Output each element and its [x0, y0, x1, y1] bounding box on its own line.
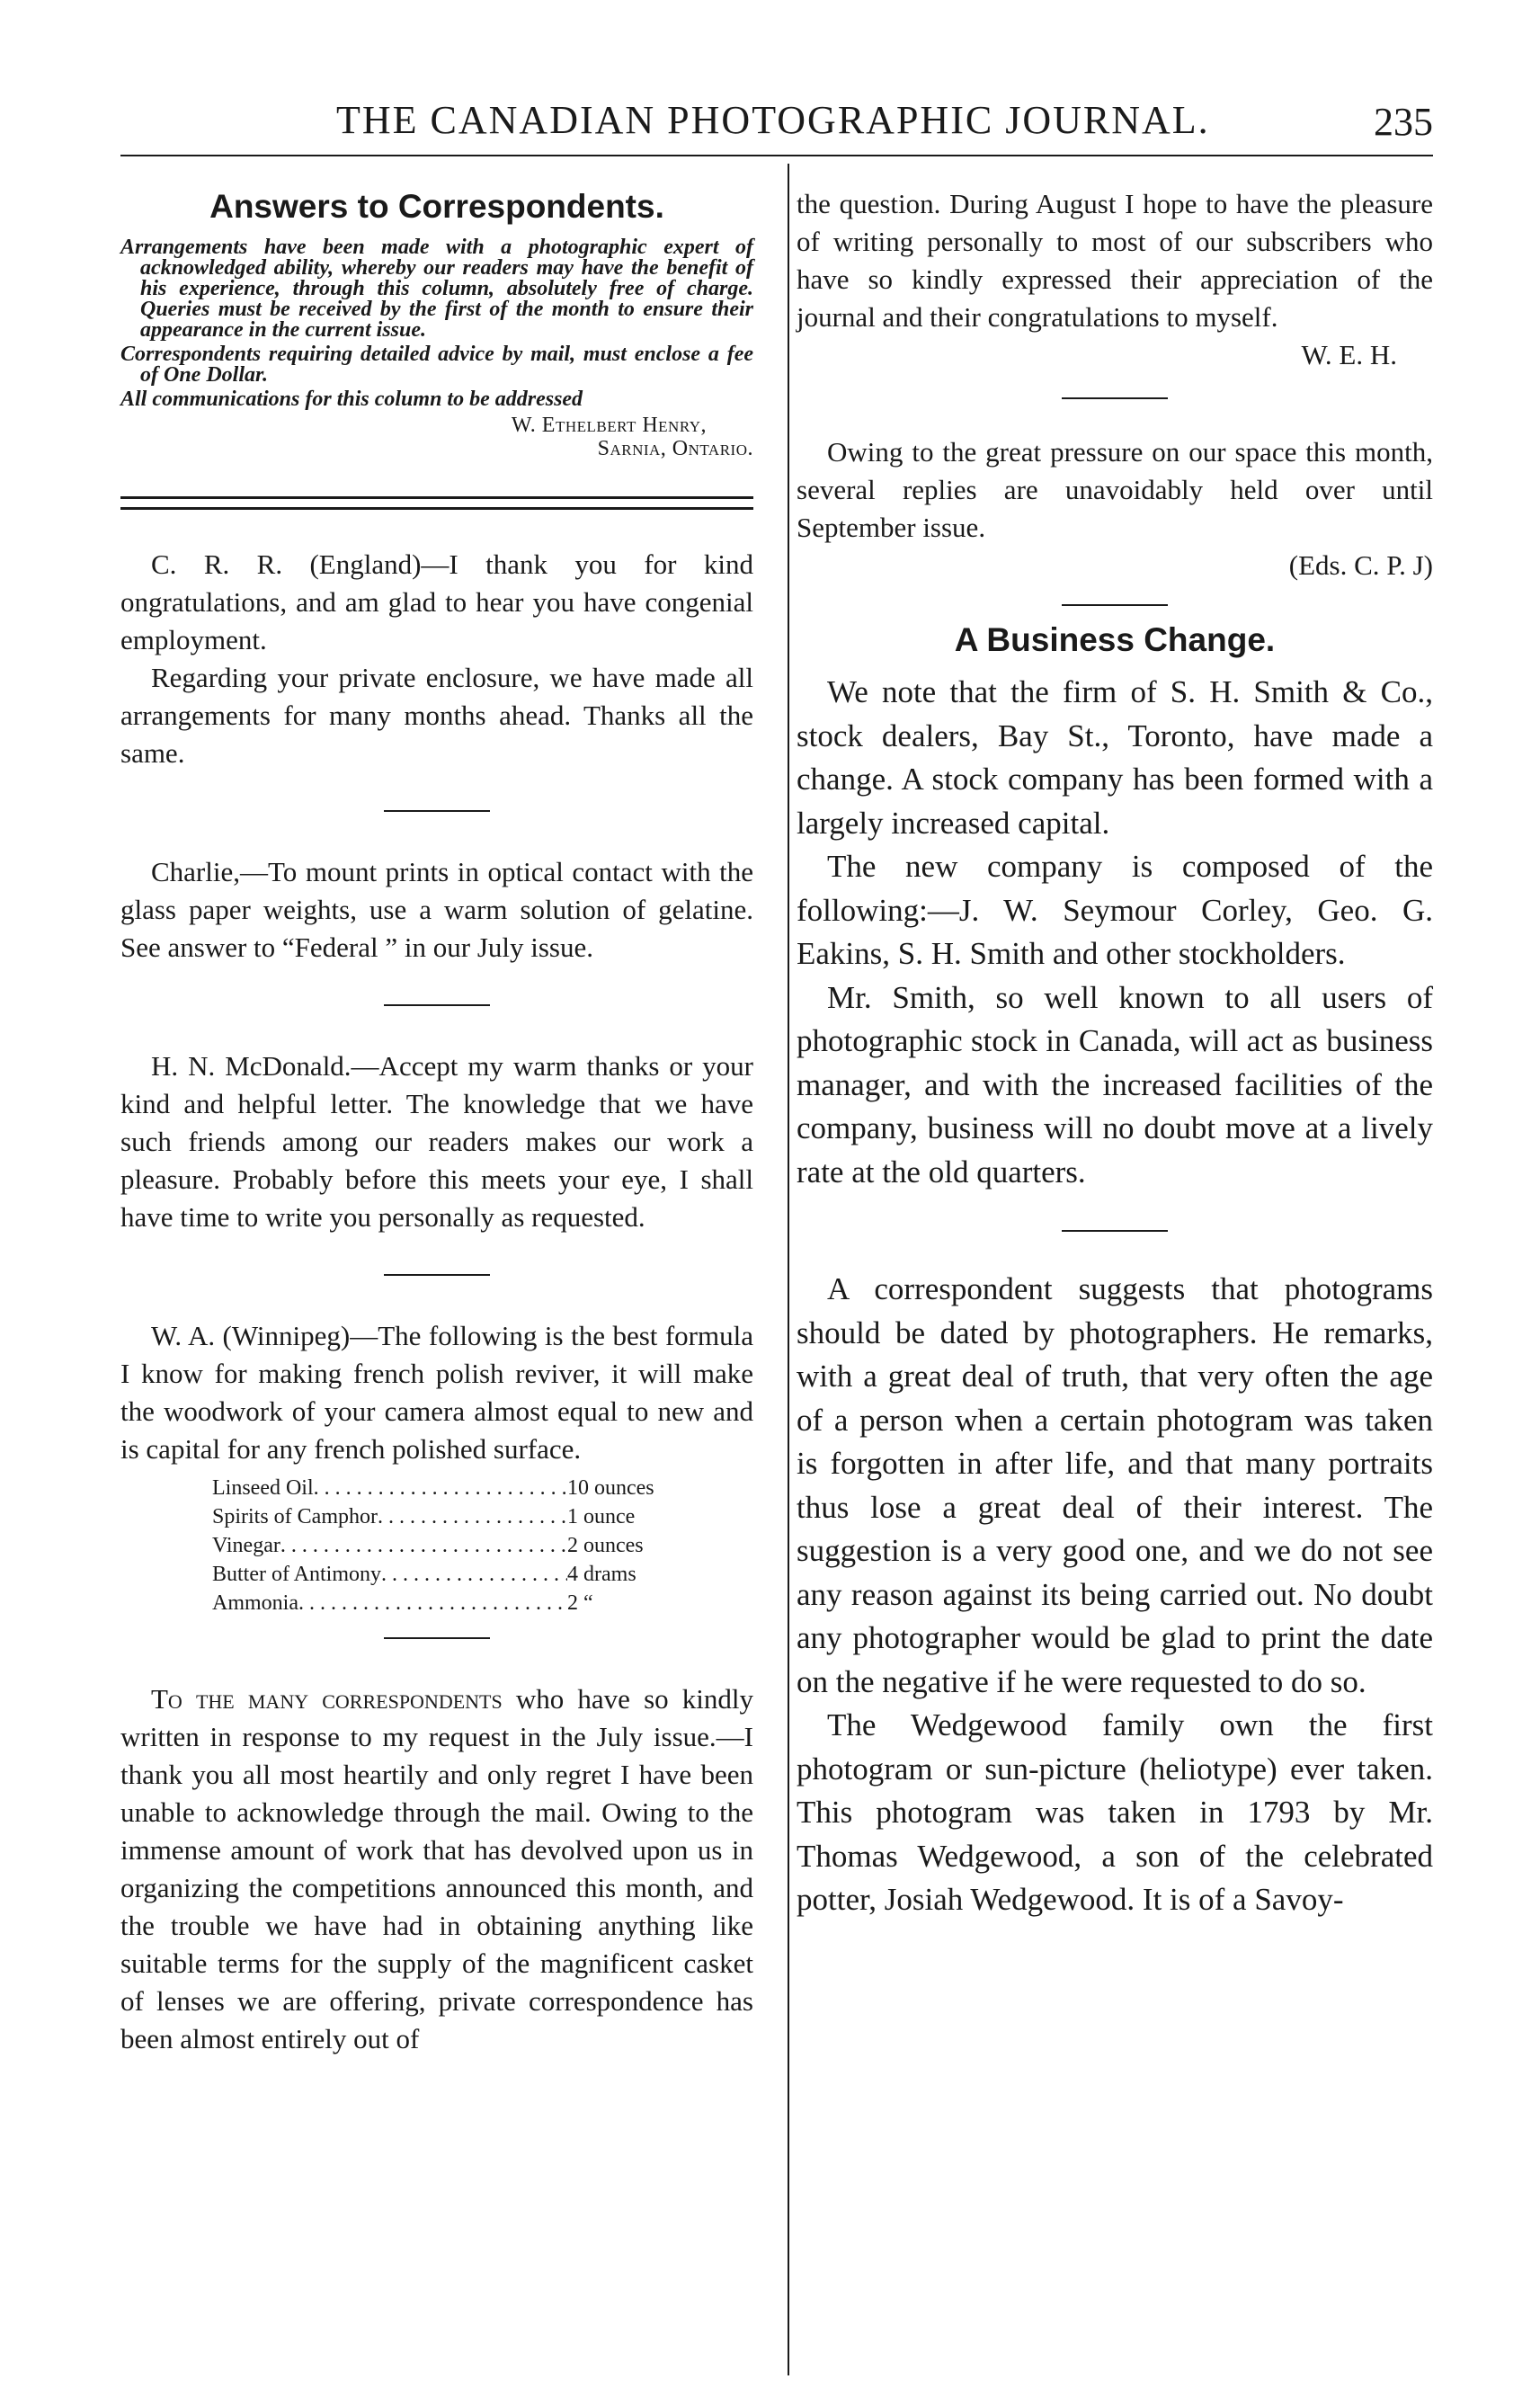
polish-formula [212, 1474, 753, 1617]
column-divider [788, 164, 789, 2375]
double-rule [120, 496, 753, 510]
left-column [120, 185, 753, 2058]
notice-arrangements: Arrangements have been made with a photographic expert of acknowledged ability, whereby our readers may have the benefit of his experience, through this column, absolutely free of charge. Queries must be received by the first of the month to ensure their appearance in the current issue. [120, 236, 753, 342]
section-title-business: A Business Change. [954, 621, 1276, 658]
continuation-signature: W. E. H. [1301, 339, 1397, 370]
formula-row: Spirits of Camphor . . . 1 ounce [212, 1502, 666, 1531]
photogram-paragraph: The Wedgewood family own the first photogram or sun-picture (heliotype) ever taken. This photogram was taken in 1793 by Mr. Thomas Wedgewood, a son of the celebrated potter, Josiah Wedgewood. It is of a Savoy- [797, 1707, 1433, 1917]
formula-row: Butter of Antimony . . . 4 drams [212, 1560, 666, 1589]
column-notice [120, 237, 753, 410]
editor-signature [120, 414, 753, 460]
notice-address: All communications for this column to be addressed [120, 388, 583, 411]
closing-lead: To the many correspondents [151, 1683, 503, 1715]
right-column [797, 185, 1433, 1922]
photogram-article [797, 1268, 1433, 1922]
formula-row: Vinegar . . . 2 ounces [212, 1531, 666, 1560]
space-notice-signature: (Eds. C. P. J) [1288, 549, 1433, 581]
notice-fee: Correspondents requiring detailed advice by mail, must enclose a fee of One Dollar. [120, 343, 753, 387]
business-paragraph: The new company is composed of the following:—J. W. Seymour Corley, Geo. G. Eakins, S. H. Smith and other stockholders. [797, 849, 1433, 971]
header-rule [120, 155, 1433, 156]
closing-text: who have so kindly written in response to my request in the July issue.—I thank you all most heartily and only regret I have been unable to acknowledge through the mail. Owing to the immense amount of work that has devolved upon us in organizing the competitions announced this month, and the trouble we have had in obtaining anything like suitable terms for the supply of the magnificent casket of lenses we are offering, private correspondence has been almost entirely out of [120, 1683, 754, 2054]
page-number: 235 [1374, 100, 1433, 144]
continuation-text: the question. During August I hope to have the pleasure of writing personally to most of our subscribers who have so kindly expressed their appreciation of the journal and their congratulations to myself. [797, 188, 1433, 333]
formula-row: Ammonia . . . 2 “ [212, 1589, 666, 1617]
reply-winnipeg: W. A. (Winnipeg)—The following is the best formula I know for making french polish reviver, it will make the woodwork of your camera almost equal to new and is capital for any french polished surface. [120, 1320, 753, 1465]
signature-place: Sarnia, Ontario. [597, 437, 753, 460]
formula-row: Linseed Oil . . . 10 ounces [212, 1474, 666, 1502]
business-article [797, 671, 1433, 1194]
reply-crr-followup: Regarding your private enclosure, we have made all arrangements for many months ahead. Thanks all the same. [120, 662, 753, 769]
reply-charlie: Charlie,—To mount prints in optical contact with the glass paper weights, use a warm solution of gelatine. See answer to “Federal ” in our July issue. [120, 856, 753, 963]
business-paragraph: We note that the firm of S. H. Smith & Co., stock dealers, Bay St., Toronto, have made a change. A stock company has been formed with a largely increased capital. [797, 674, 1433, 841]
journal-title: THE CANADIAN PHOTOGRAPHIC JOURNAL. [336, 98, 1210, 142]
reply-mcdonald: H. N. McDonald.—Accept my warm thanks or your kind and helpful letter. The knowledge that we have such friends among our readers makes our work a pleasure. Probably before this meets your eye, I shall have time to write you personally as requested. [120, 1050, 753, 1233]
business-paragraph: Mr. Smith, so well known to all users of photographic stock in Canada, will act as business manager, and with the increased facilities of the company, business will no doubt move at a lively rate at the old quarters. [797, 979, 1433, 1190]
section-title-answers: Answers to Correspondents. [209, 188, 664, 225]
running-head [120, 97, 1433, 147]
reply-crr: C. R. R. (England)—I thank you for kind ongratulations, and am glad to hear you have congenial employment. [120, 548, 753, 655]
signature-name: W. Ethelbert Henry, [511, 414, 707, 437]
photogram-paragraph: A correspondent suggests that photograms should be dated by photographers. He remarks, with a great deal of truth, that very often the age of a person when a certain photogram was taken is forgotten in after life, and that many portraits thus lose a great deal of their interest. The suggestion is a very good one, and we do not see any reason against its being carried out. No doubt any photographer would be glad to print the date on the negative if he were requested to do so. [797, 1271, 1433, 1699]
space-notice: Owing to the great pressure on our space this month, several replies are unavoidably held over until September issue. [797, 436, 1433, 543]
reply-many-correspondents [120, 1680, 753, 2058]
